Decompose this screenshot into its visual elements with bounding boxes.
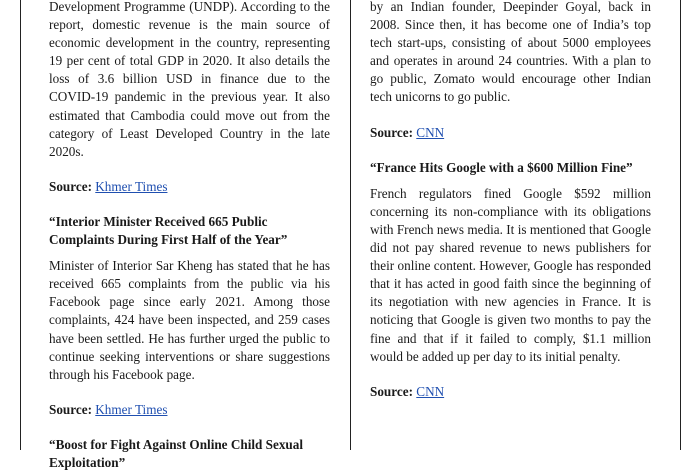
left-column <box>49 0 330 472</box>
right-column-rule <box>680 0 681 450</box>
source-link-cnn[interactable]: CNN <box>416 383 445 399</box>
article-paragraph: French regulators fined Google $592 million concerning its non-compliance with its obligations with French news media. It is mentioned that Google did not pay shared revenue to news publishers for their online content. However, Google has responded that it has acted in good faith since the beginning of its negotiation with new agencies in France. It is noticing that Google is given two months to pay the fine and that if it failed to comply, $1.1 million would be added up per day to its initial penalty. <box>370 185 651 364</box>
source-link-khmer-times[interactable]: Khmer Times <box>95 178 168 194</box>
left-column-rule <box>20 0 21 450</box>
article-paragraph: Development Programme (UNDP). According to the report, domestic revenue is the main source of economic development in the country, representing 19 per cent of total GDP in 2020. It also details the loss of 3.6 billion USD in finance due to the COVID-19 pandemic in the previous year. It also estimated that Cambodia could move out from the category of Least Developed Country in the late 2020s. <box>49 0 330 159</box>
source-link-khmer-times[interactable]: Khmer Times <box>95 401 168 417</box>
article-heading: “Interior Minister Received 665 Public Complaints During First Half of the Year” <box>49 213 288 248</box>
article-paragraph: Minister of Interior Sar Kheng has stated that he has received 665 complaints from the public via his Facebook page since early 2021. Among those complaints, 424 have been inspected, and 259 cases have been settled. He has further urged the public to continue seeking interventions or share suggestions through his Facebook page. <box>49 258 330 382</box>
article-paragraph: by an Indian founder, Deepinder Goyal, back in 2008. Since then, it has become one of India’s top tech start-ups, consisting of about 5000 employees and operates in around 24 countries. With a plan to go public, Zomato would encourage other Indian tech unicorns to go public. <box>370 0 651 105</box>
source-line <box>49 178 330 196</box>
source-label: Source: <box>49 178 92 194</box>
source-line <box>370 124 651 142</box>
source-line <box>370 383 651 401</box>
right-column <box>370 0 651 401</box>
article-heading: “France Hits Google with a $600 Million Fine” <box>370 159 633 175</box>
source-line <box>49 401 330 419</box>
article-heading: “Boost for Fight Against Online Child Sexual Exploitation” <box>49 436 304 470</box>
center-column-rule <box>350 0 351 450</box>
source-label: Source: <box>370 383 413 399</box>
source-label: Source: <box>370 124 413 140</box>
source-link-cnn[interactable]: CNN <box>416 124 445 140</box>
source-label: Source: <box>49 401 92 417</box>
